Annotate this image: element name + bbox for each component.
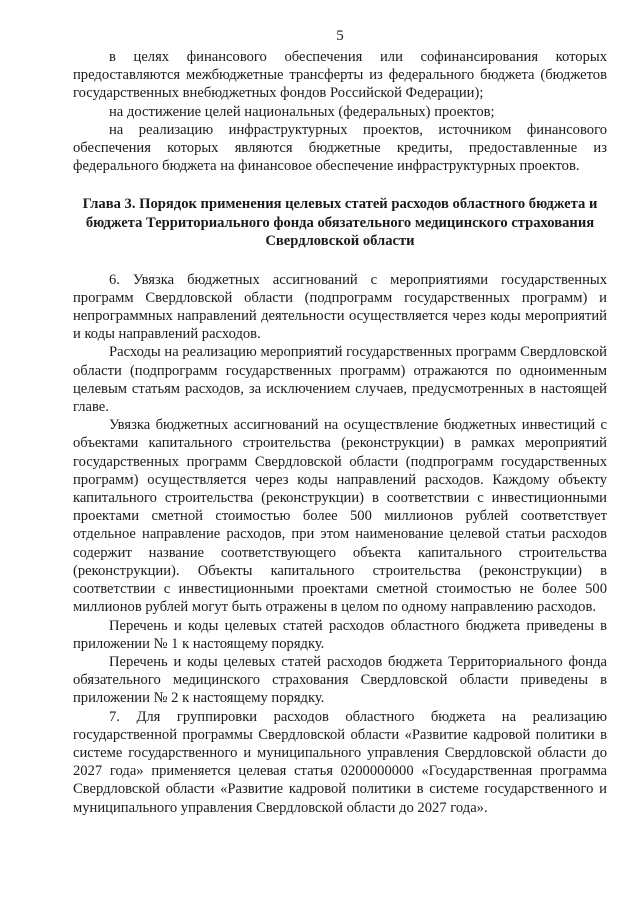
document-page	[73, 26, 607, 817]
body-paragraph-2: Расходы на реализацию мероприятий государственных программ Свердловской области (подпрограмм государственных программ) отражаются по одноименным целевым статьям расходов, за исключением случаев, предусмотренных в настоящей главе.	[73, 344, 607, 416]
chapter-heading: Глава 3. Порядок применения целевых статей расходов областного бюджета и бюджета Территориального фонда обязательного медицинского страхования Свердловской области	[82, 196, 598, 250]
body-paragraph-5: Перечень и коды целевых статей расходов бюджета Территориального фонда обязательного медицинского страхования Свердловской области приведены в приложении № 2 к настоящему порядку.	[73, 653, 607, 707]
intro-paragraph-3: на реализацию инфраструктурных проектов, источником финансового обеспечения которых являются бюджетные кредиты, предоставленные из федерального бюджета на финансовое обеспечение инфраструктурных проектов.	[73, 121, 607, 175]
intro-paragraph-1: в целях финансового обеспечения или софинансирования которых предоставляются межбюджетные трансферты из федерального бюджета (бюджетов государственных внебюджетных фондов Российской Федерации);	[73, 49, 607, 102]
body-paragraph-4: Перечень и коды целевых статей расходов областного бюджета приведены в приложении № 1 к настоящему порядку.	[73, 617, 607, 652]
page-number: 5	[336, 28, 344, 44]
intro-paragraph-2: на достижение целей национальных (федеральных) проектов;	[109, 103, 495, 120]
body-paragraph-6: 7. Для группировки расходов областного бюджета на реализацию государственной программы Свердловской области «Развитие кадровой политики в системе государственного и муниципального управления Свердловской области до 2027 года» применяется целевая статья 0200000000 «Государственная программа Свердловской области «Развитие кадровой политики в системе государственного и муниципального управления Свердловской области до 2027 года».	[73, 708, 607, 816]
body-paragraph-1: 6. Увязка бюджетных ассигнований с мероприятиями государственных программ Свердловской области (подпрограмм государственных программ) и непрограммных направлений деятельности осуществляется через коды мероприятий и коды направлений расходов.	[73, 271, 607, 343]
body-paragraph-3: Увязка бюджетных ассигнований на осуществление бюджетных инвестиций с объектами капитального строительства (реконструкции) в рамках мероприятий государственных программ Свердловской области (подпрограмм государственных программ) осуществляется через коды направлений расходов. Каждому объекту капитального строительства (реконструкции) в соответствии с инвестиционными проектами сметной стоимостью более 500 миллионов рублей соответствует отдельное направление расходов, при этом наименование целевой статьи расходов содержит название соответствующего объекта капитального строительства (реконструкции). Объекты капитального строительства (реконструкции) в соответствии с инвестиционными проектами сметной стоимостью не более 500 миллионов рублей могут быть отражены в целом по одному направлению расходов.	[73, 417, 607, 616]
